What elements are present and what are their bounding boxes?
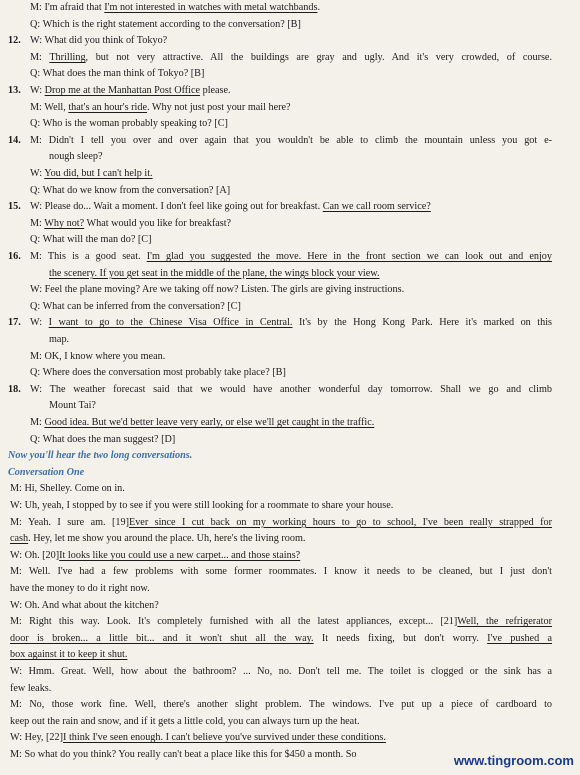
- text-line: [30, 2, 320, 14]
- line-text: Right this way. Look. It's completely furnished with all the latest appliances, except... [21]: [29, 616, 458, 628]
- speaker-label: M:: [30, 51, 42, 63]
- speaker-label: M:: [10, 616, 22, 628]
- question-number: 18.: [8, 383, 21, 395]
- line-text: This is a good seat.: [47, 251, 147, 262]
- line-text: No, those work fine. Well, there's another slight problem. The windows. I've put up a piece of cardboard to: [29, 699, 553, 711]
- line-text: It needs fixing, but don't worry.: [313, 632, 488, 644]
- speaker-label: M:: [30, 2, 42, 13]
- text-line: [30, 35, 167, 47]
- speaker-label: W:: [10, 599, 23, 611]
- speaker-label: M:: [10, 483, 22, 495]
- underlined-phrase: the scenery. If you get seat in the middle of the plane, the wings block your view.: [49, 267, 380, 279]
- underlined-phrase: You did, but I can't help it.: [44, 168, 153, 179]
- line-text: What can be inferred from the conversation? [C]: [42, 300, 241, 312]
- underlined-phrase: door is broken... a little bit... and it won't shut all the way.: [10, 632, 314, 644]
- text-line: [30, 218, 231, 230]
- text-line: [10, 483, 125, 495]
- watermark: www.tingroom.com: [453, 753, 574, 768]
- line-text: please.: [200, 85, 231, 96]
- text-line: [10, 583, 150, 595]
- text-line: [30, 102, 291, 114]
- text-line: [30, 301, 241, 313]
- text-line: [30, 68, 204, 80]
- speaker-label: Q:: [30, 118, 41, 130]
- line-text: few leaks.: [10, 682, 52, 694]
- speaker-label: W:: [10, 500, 23, 511]
- underlined-phrase: box against it to keep it shut.: [10, 649, 128, 661]
- speaker-label: Q:: [30, 184, 41, 196]
- text-line: [30, 234, 151, 246]
- speaker-label: M:: [30, 134, 42, 146]
- line-text: , but not very attractive. All the buildings are gray and ugly. And it's very crowded, of course.: [85, 51, 552, 63]
- section-heading: [8, 450, 192, 462]
- speaker-label: Q:: [30, 234, 41, 246]
- underlined-phrase: Ever since I cut back on my working hours to go to school, I've been really strapped for: [128, 516, 552, 528]
- speaker-label: W:: [30, 383, 43, 395]
- text-line: [30, 417, 374, 429]
- speaker-label: W:: [10, 549, 23, 561]
- underlined-phrase: Why not?: [44, 217, 85, 229]
- text-line: [10, 566, 552, 578]
- question-number: 17.: [8, 317, 21, 329]
- text-line: [10, 716, 360, 728]
- speaker-label: M:: [10, 699, 22, 711]
- text-line: [49, 400, 96, 412]
- text-line: [10, 600, 159, 612]
- question-number: 15.: [8, 201, 21, 213]
- speaker-label: W:: [10, 732, 23, 744]
- text-line: [10, 683, 51, 695]
- line-text: What does the man think of Tokyo? [B]: [42, 68, 205, 80]
- line-text: Please do... Wait a moment. I don't feel like going out for breakfast.: [44, 201, 323, 213]
- text-line: [10, 633, 552, 645]
- speaker-label: W:: [30, 284, 43, 296]
- text-line: [30, 317, 552, 329]
- line-text: Who is the woman probably speaking to? [C]: [42, 118, 228, 130]
- speaker-label: Q:: [30, 68, 41, 80]
- line-text: Yeah. I sure am. [19]: [27, 516, 129, 528]
- speaker-label: M:: [30, 101, 42, 113]
- speaker-label: M:: [10, 566, 22, 578]
- underlined-phrase: Drop me at the Manhattan Post Office: [44, 85, 201, 96]
- underlined-phrase: I've pushed a: [487, 632, 552, 644]
- line-text: Hey, [22]: [24, 732, 64, 744]
- line-text: . Why not just post your mail here?: [147, 101, 291, 113]
- line-text: What did you think of Tokyo?: [44, 35, 168, 47]
- text-line: [10, 649, 127, 661]
- line-text: So what do you think? You really can't beat a place like this for $450 a month. So: [24, 749, 357, 760]
- text-line: [30, 52, 552, 64]
- line-text: Which is the right statement according to the conversation? [B]: [42, 18, 301, 30]
- speaker-label: W:: [30, 317, 43, 329]
- question-number: 12.: [8, 35, 21, 47]
- section-title: Conversation One: [8, 466, 85, 478]
- line-text: Hmm. Great. Well, how about the bathroom? ... No, no. Don't tell me. The toilet is clogged or the sink has a: [28, 666, 552, 677]
- text-line: [30, 434, 175, 446]
- line-text: keep out the rain and snow, and if it gets a little cold, you can always turn up the heat.: [10, 715, 360, 727]
- line-text: have the money to do it right now.: [10, 583, 150, 594]
- underlined-phrase: cash: [10, 533, 29, 545]
- speaker-label: W:: [30, 201, 43, 213]
- line-text: Where does the conversation most probably take place? [B]: [42, 367, 286, 379]
- text-line: [30, 118, 228, 130]
- text-line: [30, 201, 431, 213]
- speaker-label: M:: [10, 749, 22, 760]
- underlined-phrase: that's an hour's ride: [68, 101, 147, 113]
- underlined-phrase: I'm not interested in watches with metal watchbands: [104, 2, 318, 13]
- text-line: [30, 384, 552, 396]
- line-text: Oh. [20]: [24, 549, 60, 561]
- text-line: [10, 500, 393, 512]
- text-line: [10, 732, 386, 744]
- text-line: [10, 517, 552, 529]
- speaker-label: Q:: [30, 367, 41, 379]
- text-line: [30, 367, 286, 379]
- line-text: Feel the plane moving? Are we taking off now? Listen. The girls are giving instructions.: [44, 284, 405, 296]
- line-text: The weather forecast said that we would have another wonderful day tomorrow. Shall we go and climb: [49, 383, 552, 395]
- text-line: [10, 699, 552, 711]
- line-text: I'm afraid that: [44, 2, 105, 13]
- text-line: [10, 533, 305, 545]
- speaker-label: W:: [10, 666, 23, 677]
- speaker-label: W:: [30, 168, 43, 179]
- line-text: OK, I know where you mean.: [44, 350, 166, 362]
- speaker-label: M:: [30, 217, 42, 229]
- underlined-phrase: Thrilling: [49, 51, 86, 63]
- text-line: [10, 616, 552, 628]
- line-text: Uh, yeah, I stopped by to see if you were still looking for a roommate to share your house.: [24, 500, 394, 511]
- line-text: Oh. And what about the kitchen?: [24, 599, 159, 611]
- text-line: [49, 268, 380, 280]
- speaker-label: Q:: [30, 18, 41, 30]
- text-line: [10, 550, 300, 562]
- line-text: . Hey, let me show you around the place. Uh, here's the living room.: [28, 533, 306, 545]
- line-text: Well,: [44, 101, 69, 113]
- text-line: [30, 19, 301, 31]
- line-text: nough sleep?: [49, 151, 103, 163]
- line-text: It's by the Hong Kong Park. Here it's marked on this: [292, 317, 553, 329]
- speaker-label: W:: [30, 85, 43, 96]
- text-line: [10, 749, 356, 761]
- line-text: Mount Tai?: [49, 400, 96, 412]
- text-line: [30, 351, 165, 363]
- underlined-phrase: Well, the refrigerator: [457, 616, 552, 628]
- text-line: [30, 85, 231, 97]
- line-text: .: [317, 2, 320, 13]
- line-text: What do we know from the conversation? [A]: [42, 184, 231, 196]
- underlined-phrase: Can we call room service?: [322, 201, 431, 213]
- text-line: [30, 284, 404, 296]
- speaker-label: Q:: [30, 300, 41, 312]
- line-text: Well. I've had a few problems with some former roommates. I know it needs to be cleaned, but I just don't: [28, 566, 552, 578]
- text-line: [30, 168, 153, 180]
- line-text: map.: [49, 334, 70, 345]
- speaker-label: M:: [10, 516, 22, 528]
- speaker-label: M:: [30, 350, 42, 362]
- speaker-label: Q:: [30, 433, 41, 445]
- underlined-phrase: It looks like you could use a new carpet... and those stains?: [59, 549, 301, 561]
- text-line: [30, 185, 230, 197]
- speaker-label: W:: [30, 35, 43, 47]
- speaker-label: M:: [30, 417, 42, 428]
- line-text: Didn't I tell you over and over again that you wouldn't be able to climb the mountain unless you got e-: [48, 134, 552, 146]
- question-number: 13.: [8, 85, 21, 96]
- section-heading: [8, 467, 84, 479]
- text-line: [30, 251, 552, 263]
- text-line: [49, 334, 69, 346]
- line-text: What will the man do? [C]: [42, 234, 152, 246]
- text-line: [49, 151, 102, 163]
- text-line: [30, 135, 552, 147]
- line-text: What does the man suggest? [D]: [42, 433, 176, 445]
- section-title: Now you'll hear the two long conversations.: [8, 450, 193, 462]
- question-number: 14.: [8, 134, 21, 146]
- text-line: [10, 666, 552, 678]
- underlined-phrase: Good idea. But we'd better leave very early, or else we'll get caught in the traffic.: [44, 417, 375, 428]
- underlined-phrase: I want to go to the Chinese Visa Office in Central.: [48, 317, 293, 329]
- speaker-label: M:: [30, 251, 42, 262]
- underlined-phrase: I think I've seen enough. I can't believe you've survived under these conditions.: [63, 732, 386, 744]
- line-text: What would you like for breakfast?: [84, 217, 232, 229]
- question-number: 16.: [8, 251, 21, 262]
- underlined-phrase: I'm glad you suggested the move. Here in the front section we can look out and enjoy: [146, 251, 552, 262]
- line-text: Hi, Shelley. Come on in.: [24, 483, 125, 495]
